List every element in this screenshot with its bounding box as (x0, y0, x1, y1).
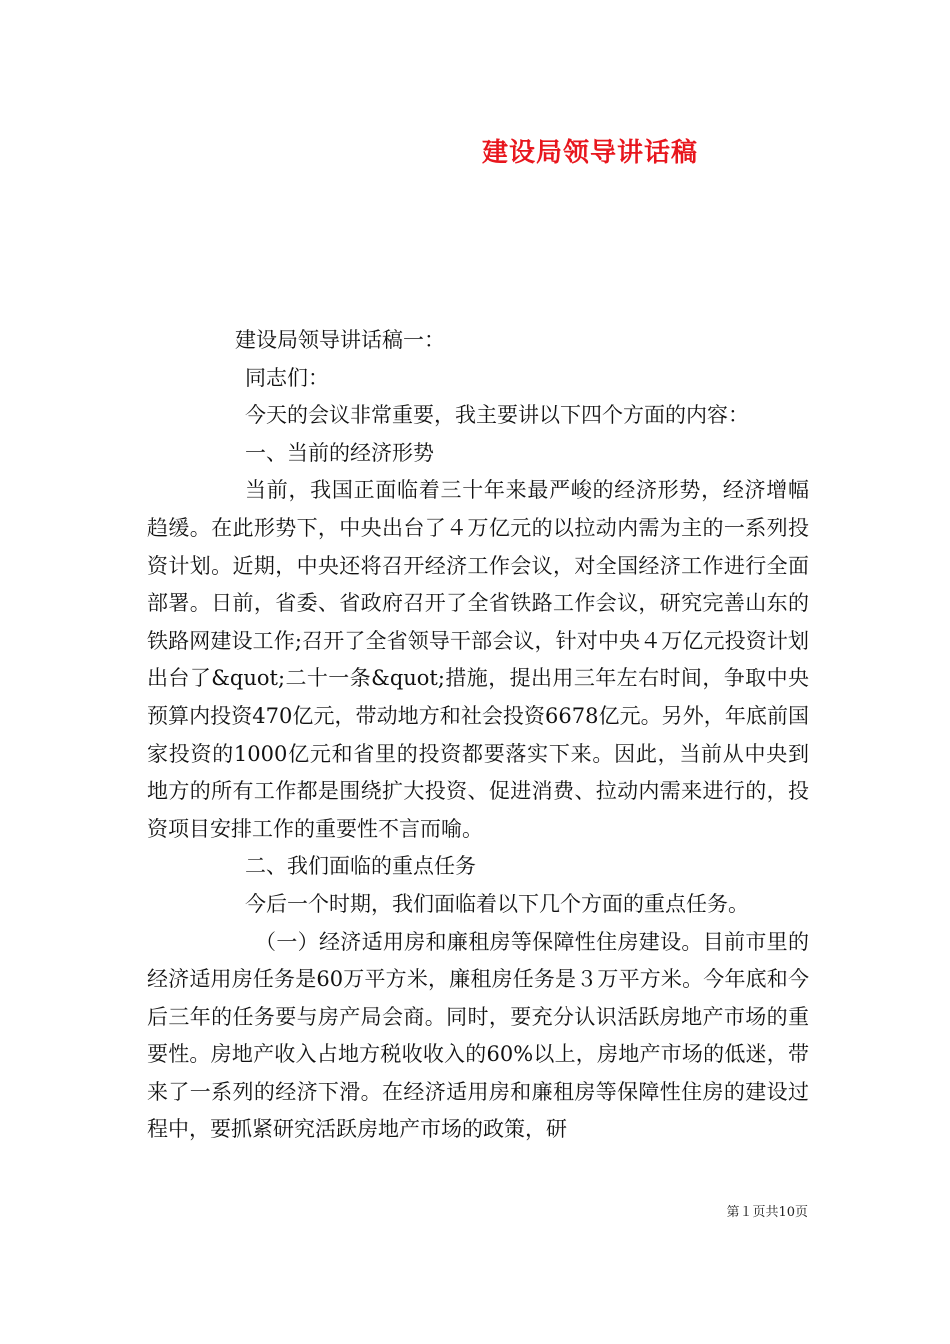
paragraph-tasks-intro: 今后一个时期，我们面临着以下几个方面的重点任务。 (245, 891, 749, 916)
page-number: 第１页共10页 (726, 1205, 808, 1220)
document-body (147, 322, 809, 1149)
document-title: 建设局领导讲话稿 (481, 138, 698, 168)
salutation: 同志们： (245, 365, 329, 390)
section-heading-economy: 一、当前的经济形势 (245, 440, 434, 465)
section-heading-part-one: 建设局领导讲话稿一： (235, 328, 445, 352)
paragraph-economy: 当前，我国正面临着三十年来最严峻的经济形势，经济增幅趋缓。在此形势下，中央出台了４万亿元的以拉动内需为主的一系列投资计划。近期，中央还将召开经济工作会议，对全国经济工作进行全面部署。日前，省委、省政府召开了全省铁路工作会议，研究完善山东的铁路网建设工作;召开了全省领导干部会议，针对中央４万亿元投资计划出台了&quot;二十一条&quot;措施，提出用三年左右时间，争取中央预算内投资470亿元，带动地方和社会投资6678亿元。另外，年底前国家投资的1000亿元和省里的投资都要落实下来。因此，当前从中央到地方的所有工作都是围绕扩大投资、促进消费、拉动内需来进行的，投资项目安排工作的重要性不言而喻。 (147, 478, 809, 841)
paragraph-housing: （一）经济适用房和廉租房等保障性住房建设。目前市里的经济适用房任务是60万平方米，廉租房任务是３万平方米。今年底和今后三年的任务要与房产局会商。同时，要充分认识活跃房地产市场的重要性。房地产收入占地方税收收入的60%以上，房地产市场的低迷，带来了一系列的经济下滑。在经济适用房和廉租房等保障性住房的建设过程中，要抓紧研究活跃房地产市场的政策，研 (147, 929, 809, 1142)
section-heading-tasks: 二、我们面临的重点任务 (245, 854, 476, 879)
paragraph-intro: 今天的会议非常重要，我主要讲以下四个方面的内容： (245, 403, 749, 428)
